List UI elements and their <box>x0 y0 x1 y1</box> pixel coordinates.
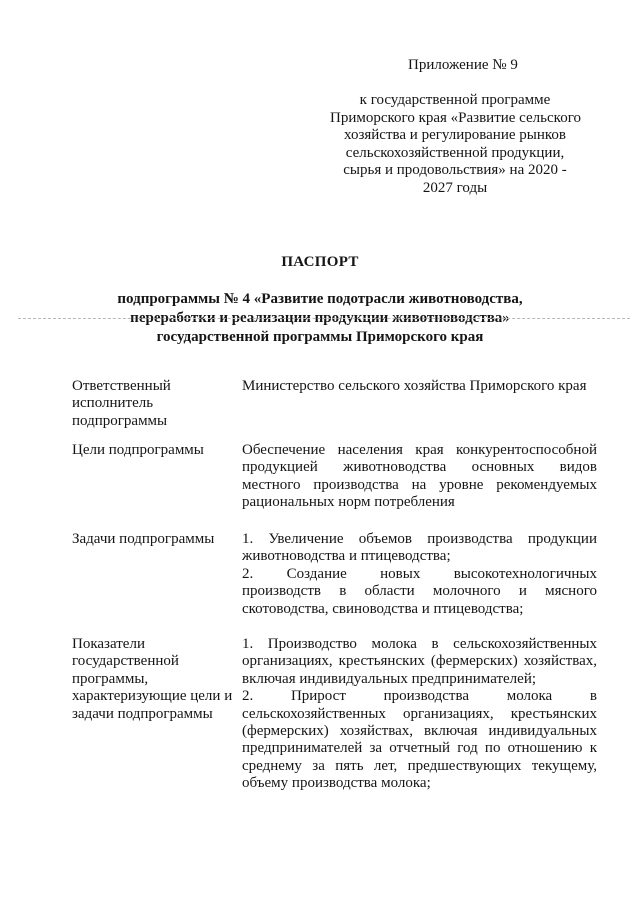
appendix-ref-line: Приморского края «Развитие сельского <box>330 109 581 126</box>
row-label-line: Цели подпрограммы <box>72 442 204 458</box>
row-value-line: включая индивидуальных предпринимателей; <box>242 670 537 687</box>
row-label-line: государственной <box>72 653 179 670</box>
appendix-ref-line: сырья и продовольствия» на 2020 - <box>343 162 567 179</box>
row-label-line: подпрограммы <box>72 412 168 429</box>
appendix-number: Приложение № 9 <box>408 57 518 73</box>
row-label-line: характеризующие цели и <box>72 688 233 705</box>
row-value <box>242 442 597 512</box>
row-value-line: 1. Производство молока в сельскохозяйственных <box>242 636 597 652</box>
row-value-line: рациональных норм потребления <box>242 494 455 511</box>
row-label-line: Ответственный <box>72 378 171 394</box>
row-value <box>242 636 597 793</box>
row-value-line: скотоводства, свиноводства и птицеводства; <box>242 600 524 617</box>
row-value-line: производств в области молочного и мясного <box>242 583 597 600</box>
row-label <box>72 531 242 548</box>
subtitle-line: подпрограммы № 4 «Развитие подотрасли животноводства, <box>117 291 523 307</box>
row-value-line: Министерство сельского хозяйства Приморского края <box>242 378 587 394</box>
appendix-ref-line: хозяйства и регулирование рынков <box>344 127 566 144</box>
row-label-line: исполнитель <box>72 395 154 412</box>
row-label <box>72 636 242 723</box>
row-value-line: животноводства и птицеводства; <box>242 548 451 565</box>
row-label-line: программы, <box>72 670 149 687</box>
row-value-line: продукцией животноводства основных видов <box>242 459 597 476</box>
appendix-reference <box>330 92 580 198</box>
scan-artifact-line <box>18 318 630 319</box>
subtitle-line: государственной программы Приморского края <box>156 329 484 345</box>
row-value-line: предпринимателей за отчетный год по отношению к <box>242 740 597 757</box>
row-value <box>242 378 597 395</box>
row-value-line: 1. Увеличение объемов производства продукции <box>242 531 597 547</box>
row-value-line: 2. Прирост производства молока в <box>242 688 597 705</box>
appendix-ref-line: к государственной программе <box>359 92 551 108</box>
appendix-ref-line: 2027 годы <box>422 179 488 196</box>
row-value-line: среднему за пять лет, предшествующих текущему, <box>242 757 597 774</box>
row-label <box>72 442 242 459</box>
subtitle-line: переработки и реализации продукции животноводства» <box>130 310 510 326</box>
passport-title: ПАСПОРТ <box>281 254 359 270</box>
row-value-line: объему производства молока; <box>242 775 431 792</box>
row-value-line: местного производства на уровне рекомендуемых <box>242 476 597 493</box>
row-value-line: Обеспечение населения края конкурентоспособной <box>242 442 597 458</box>
row-value-line: сельскохозяйственных организациях, крестьянских <box>242 705 597 722</box>
row-label-line: Задачи подпрограммы <box>72 531 215 547</box>
row-label-line: задачи подпрограммы <box>72 705 213 722</box>
appendix-ref-line: сельскохозяйственной продукции, <box>345 144 565 161</box>
row-value-line: организациях, крестьянских (фермерских) хозяйствах, <box>242 653 597 670</box>
row-label <box>72 378 242 430</box>
row-value <box>242 531 597 618</box>
row-value-line: (фермерских) хозяйствах, включая индивидуальных <box>242 723 597 740</box>
row-label-line: Показатели <box>72 636 145 652</box>
row-value-line: 2. Создание новых высокотехнологичных <box>242 565 597 582</box>
